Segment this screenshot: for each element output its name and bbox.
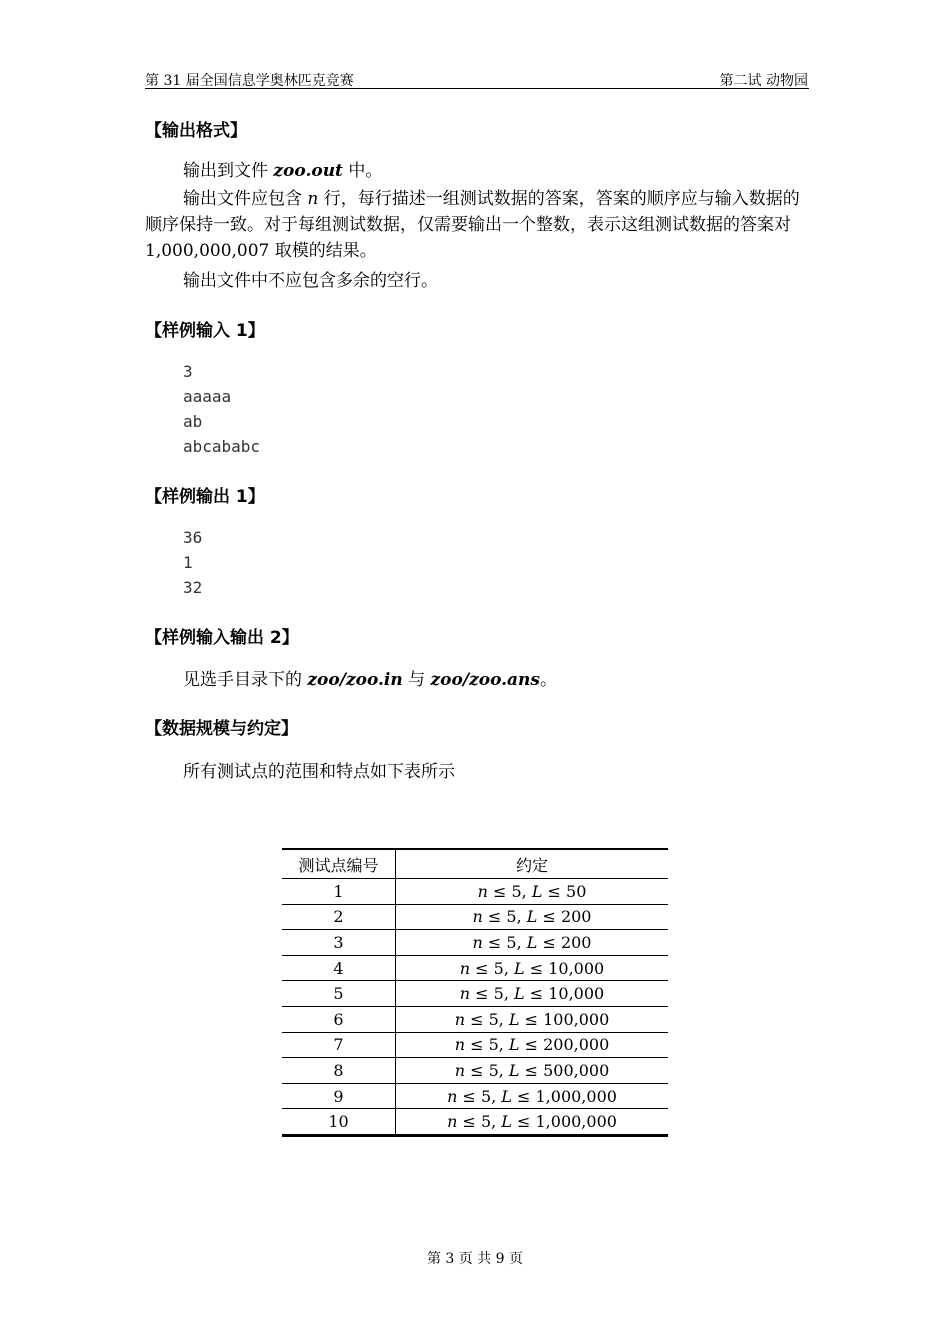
constraints-table xyxy=(282,848,668,1137)
table-row xyxy=(282,1006,668,1032)
constraint-cell: 𝑛 ≤ 5, 𝐿 ≤ 100,000 xyxy=(396,1006,669,1032)
constraint-cell: 𝑛 ≤ 5, 𝐿 ≤ 200 xyxy=(396,904,669,930)
page-footer: 第 3 页 共 9 页 xyxy=(426,1251,524,1267)
constraints-heading: 【数据规模与约定】 xyxy=(145,719,298,739)
sample-answer-file: zoo/zoo.ans xyxy=(430,670,540,690)
code-line: aaaaa xyxy=(183,387,232,406)
table-row xyxy=(282,1058,668,1084)
table-row xyxy=(282,879,668,905)
constraint-cell: 𝑛 ≤ 5, 𝐿 ≤ 200 xyxy=(396,930,669,956)
output-format-no-blank-lines: 输出文件中不应包含多余的空行。 xyxy=(183,271,438,291)
constraint-cell: 𝑛 ≤ 5, 𝐿 ≤ 10,000 xyxy=(396,981,669,1007)
table-row xyxy=(282,1109,668,1136)
table-row xyxy=(282,1032,668,1058)
testcase-id: 7 xyxy=(282,1032,396,1058)
table-row xyxy=(282,955,668,981)
output-filename: zoo.out xyxy=(273,161,343,181)
column-header-constraint: 约定 xyxy=(396,849,669,879)
constraint-cell: 𝑛 ≤ 5, 𝐿 ≤ 200,000 xyxy=(396,1032,669,1058)
table-row xyxy=(282,930,668,956)
testcase-id: 8 xyxy=(282,1058,396,1084)
sample-input-1-code xyxy=(183,359,260,459)
constraint-cell: 𝑛 ≤ 5, 𝐿 ≤ 1,000,000 xyxy=(396,1109,669,1136)
table-row xyxy=(282,981,668,1007)
sample-output-1-heading: 【样例输出 1】 xyxy=(145,487,265,507)
output-format-paragraph: 输出文件应包含 𝑛 行，每行描述一组测试数据的答案，答案的顺序应与输入数据的顺序保持一致。对于每组测试数据，仅需要输出一个整数，表示这组测试数据的答案对 1,000,000,007 取模的结果。 xyxy=(145,189,800,261)
code-line: 3 xyxy=(183,362,193,381)
testcase-id: 10 xyxy=(282,1109,396,1136)
code-line: 32 xyxy=(183,578,203,597)
constraint-cell: 𝑛 ≤ 5, 𝐿 ≤ 10,000 xyxy=(396,955,669,981)
testcase-id: 4 xyxy=(282,955,396,981)
code-line: ab xyxy=(183,412,203,431)
constraint-cell: 𝑛 ≤ 5, 𝐿 ≤ 50 xyxy=(396,879,669,905)
code-line: 1 xyxy=(183,553,193,572)
sample-io-2-text: 见选手目录下的 zoo/zoo.in 与 zoo/zoo.ans。 xyxy=(183,670,557,690)
constraint-cell: 𝑛 ≤ 5, 𝐿 ≤ 500,000 xyxy=(396,1058,669,1084)
testcase-id: 9 xyxy=(282,1083,396,1109)
table-row xyxy=(282,1083,668,1109)
column-header-testcase: 测试点编号 xyxy=(282,849,396,879)
testcase-id: 2 xyxy=(282,904,396,930)
code-line: 36 xyxy=(183,528,203,547)
sample-input-1-heading: 【样例输入 1】 xyxy=(145,321,265,341)
header-contest-title: 第 31 届全国信息学奥林匹克竞赛 xyxy=(145,73,354,89)
testcase-id: 3 xyxy=(282,930,396,956)
testcase-id: 6 xyxy=(282,1006,396,1032)
testcase-id: 1 xyxy=(282,879,396,905)
header-divider xyxy=(145,88,809,89)
sample-input-file: zoo/zoo.in xyxy=(307,670,403,690)
output-format-heading: 【输出格式】 xyxy=(145,121,247,141)
code-line: abcababc xyxy=(183,437,261,456)
table-header-row xyxy=(282,849,668,879)
constraint-cell: 𝑛 ≤ 5, 𝐿 ≤ 1,000,000 xyxy=(396,1083,669,1109)
sample-io-2-heading: 【样例输入输出 2】 xyxy=(145,628,299,648)
output-format-line1: 输出到文件 zoo.out 中。 xyxy=(183,161,383,181)
header-problem-title: 第二试 动物园 xyxy=(719,73,808,89)
testcase-id: 5 xyxy=(282,981,396,1007)
table-row xyxy=(282,904,668,930)
sample-output-1-code xyxy=(183,525,202,600)
constraints-intro: 所有测试点的范围和特点如下表所示 xyxy=(183,762,455,782)
